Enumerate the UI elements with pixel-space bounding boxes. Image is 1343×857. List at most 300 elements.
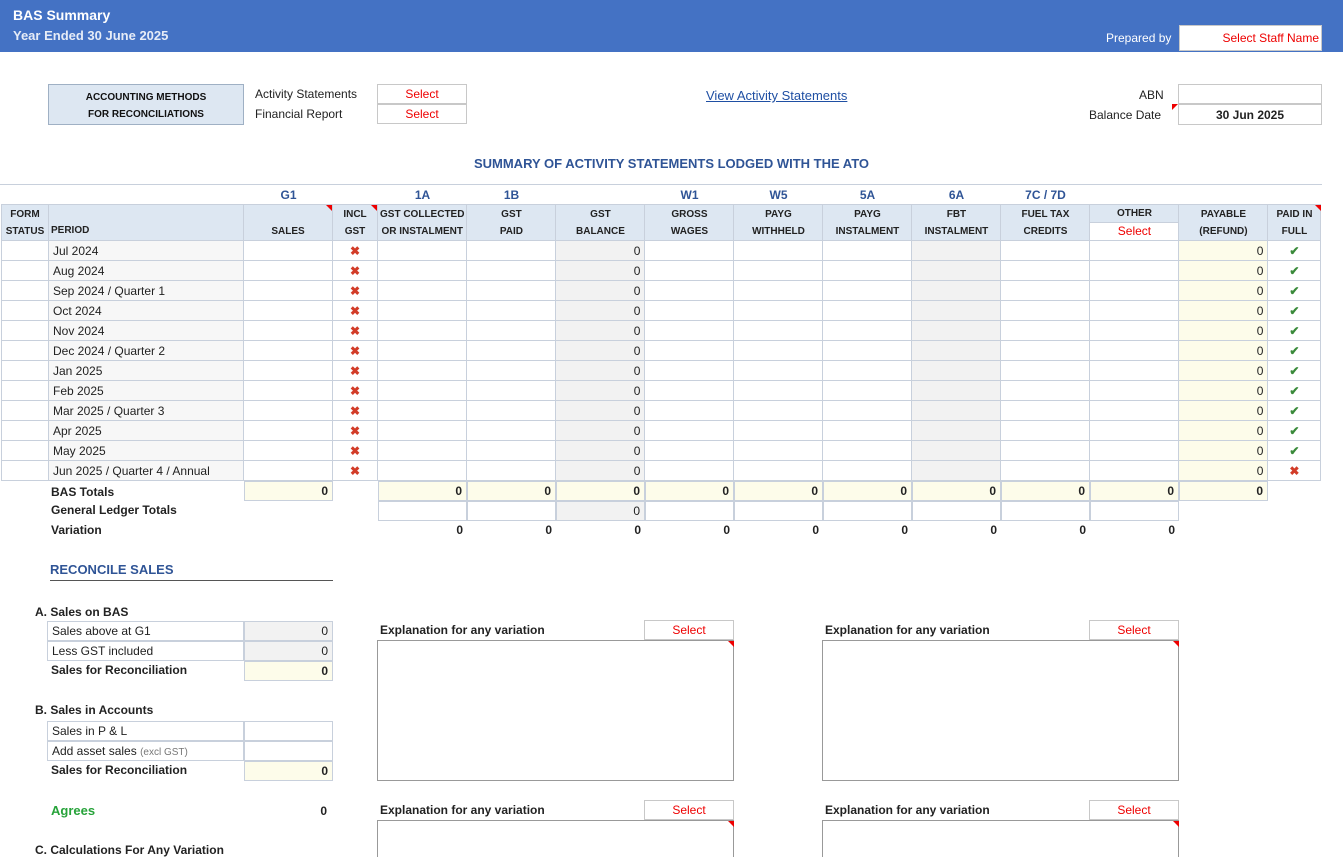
period-cell: Jan 2025 (49, 361, 244, 381)
paid-in-full-cell[interactable] (1268, 341, 1321, 361)
gross-wages-cell[interactable] (645, 421, 734, 441)
other-cell[interactable] (1090, 301, 1179, 321)
incl-gst-cell[interactable] (333, 321, 378, 341)
gl-gst-collected[interactable] (378, 501, 467, 521)
table-row (2, 361, 1321, 381)
col-other: OTHER Select (1090, 205, 1179, 241)
gst-collected-cell[interactable] (378, 381, 467, 401)
gst-balance-cell: 0 (556, 441, 645, 461)
gross-wages-cell[interactable] (645, 401, 734, 421)
payable-cell: 0 (1179, 421, 1268, 441)
sales-cell[interactable] (244, 361, 333, 381)
payg-withheld-cell[interactable] (734, 461, 823, 481)
gross-wages-cell[interactable] (645, 281, 734, 301)
gst-balance-cell: 0 (556, 301, 645, 321)
variation-label: Variation (51, 523, 102, 537)
check-icon: ✔ (1289, 423, 1300, 438)
sales-cell[interactable] (244, 261, 333, 281)
activity-statements-label: Activity Statements (255, 87, 358, 101)
code-1a: 1A (414, 188, 431, 202)
check-icon: ✔ (1289, 283, 1300, 298)
other-cell[interactable] (1090, 321, 1179, 341)
table-row (2, 381, 1321, 401)
payg-instalment-cell[interactable] (823, 461, 912, 481)
payg-instalment-cell[interactable] (823, 441, 912, 461)
fuel-tax-cell[interactable] (1001, 281, 1090, 301)
total-payg-withheld: 0 (734, 481, 823, 501)
explanation-select[interactable]: Select (644, 620, 734, 640)
comment-marker-icon (371, 205, 377, 211)
incl-gst-cell[interactable] (333, 401, 378, 421)
fbt-cell[interactable] (912, 301, 1001, 321)
gst-balance-cell: 0 (556, 241, 645, 261)
col-paid-in-full: PAID IN FULL (1268, 205, 1321, 241)
period-cell: May 2025 (49, 441, 244, 461)
fuel-tax-cell[interactable] (1001, 261, 1090, 281)
sales-cell[interactable] (244, 461, 333, 481)
explanation-textarea[interactable] (377, 640, 734, 781)
explanation-label: Explanation for any variation (825, 623, 990, 637)
total-payg-instalment: 0 (823, 481, 912, 501)
incl-gst-cell[interactable] (333, 461, 378, 481)
other-cell[interactable] (1090, 401, 1179, 421)
fbt-cell[interactable] (912, 461, 1001, 481)
gst-paid-cell[interactable] (467, 321, 556, 341)
gst-balance-cell: 0 (556, 461, 645, 481)
payg-withheld-cell[interactable] (734, 401, 823, 421)
check-icon: ✔ (1289, 323, 1300, 338)
check-icon: ✔ (1289, 443, 1300, 458)
check-icon: ✔ (1289, 363, 1300, 378)
var-gst-collected: 0 (456, 523, 463, 537)
cross-icon: ✖ (349, 463, 361, 478)
payg-withheld-cell[interactable] (734, 241, 823, 261)
col-gst-paid: GST PAID (467, 205, 556, 241)
gl-gst-balance: 0 (556, 501, 645, 521)
payg-instalment-cell[interactable] (823, 421, 912, 441)
payg-withheld-cell[interactable] (734, 381, 823, 401)
explanation-select[interactable]: Select (1089, 800, 1179, 820)
balance-date-field[interactable]: 30 Jun 2025 (1178, 104, 1322, 125)
period-cell: Aug 2024 (49, 261, 244, 281)
fuel-tax-cell[interactable] (1001, 361, 1090, 381)
payable-cell: 0 (1179, 441, 1268, 461)
sales-cell[interactable] (244, 281, 333, 301)
table-row (2, 281, 1321, 301)
fuel-tax-cell[interactable] (1001, 321, 1090, 341)
payable-cell: 0 (1179, 261, 1268, 281)
fuel-tax-cell[interactable] (1001, 401, 1090, 421)
other-cell[interactable] (1090, 381, 1179, 401)
gst-collected-cell[interactable] (378, 421, 467, 441)
incl-gst-cell[interactable] (333, 361, 378, 381)
payable-cell: 0 (1179, 341, 1268, 361)
form-status-cell[interactable] (2, 381, 49, 401)
gross-wages-cell[interactable] (645, 261, 734, 281)
methods-line1: ACCOUNTING METHODS (85, 92, 207, 103)
sales-g1-value: 0 (244, 621, 333, 641)
gst-balance-cell: 0 (556, 321, 645, 341)
gross-wages-cell[interactable] (645, 441, 734, 461)
payable-cell: 0 (1179, 281, 1268, 301)
sales-cell[interactable] (244, 401, 333, 421)
cross-icon: ✖ (349, 403, 361, 418)
bas-totals-label: BAS Totals (51, 485, 115, 499)
gross-wages-cell[interactable] (645, 241, 734, 261)
gst-collected-cell[interactable] (378, 301, 467, 321)
sales-cell[interactable] (244, 381, 333, 401)
fbt-cell[interactable] (912, 261, 1001, 281)
explanation-select[interactable]: Select (644, 800, 734, 820)
form-status-cell[interactable] (2, 241, 49, 261)
paid-in-full-cell[interactable] (1268, 241, 1321, 261)
activity-statements-table (1, 204, 1321, 481)
gl-fuel-tax[interactable] (1001, 501, 1090, 521)
code-7c7d: 7C / 7D (1025, 188, 1066, 202)
incl-gst-cell[interactable] (333, 301, 378, 321)
cross-icon: ✖ (349, 323, 361, 338)
methods-line2: FOR RECONCILIATIONS (88, 109, 204, 120)
gl-payg-withheld[interactable] (734, 501, 823, 521)
gst-collected-cell[interactable] (378, 441, 467, 461)
table-row (2, 321, 1321, 341)
payable-cell: 0 (1179, 241, 1268, 261)
table-row (2, 261, 1321, 281)
gst-balance-cell: 0 (556, 361, 645, 381)
form-status-cell[interactable] (2, 301, 49, 321)
incl-gst-cell[interactable] (333, 241, 378, 261)
table-row (2, 341, 1321, 361)
total-gst-balance: 0 (556, 481, 645, 501)
period-cell: Dec 2024 / Quarter 2 (49, 341, 244, 361)
payg-withheld-cell[interactable] (734, 441, 823, 461)
payg-withheld-cell[interactable] (734, 261, 823, 281)
other-cell[interactable] (1090, 361, 1179, 381)
gst-collected-cell[interactable] (378, 321, 467, 341)
comment-marker-icon (728, 821, 734, 827)
fuel-tax-cell[interactable] (1001, 441, 1090, 461)
explanation-select[interactable]: Select (1089, 620, 1179, 640)
form-status-cell[interactable] (2, 361, 49, 381)
cross-icon: ✖ (349, 263, 361, 278)
table-row (2, 401, 1321, 421)
sales-recon-b-label: Sales for Reconciliation (51, 763, 188, 777)
gst-paid-cell[interactable] (467, 301, 556, 321)
payg-instalment-cell[interactable] (823, 301, 912, 321)
paid-in-full-cell[interactable] (1268, 421, 1321, 441)
period-cell: Jun 2025 / Quarter 4 / Annual (49, 461, 244, 481)
comment-marker-icon (728, 641, 734, 647)
fbt-cell[interactable] (912, 421, 1001, 441)
code-g1: G1 (280, 188, 297, 202)
sales-cell[interactable] (244, 241, 333, 261)
section-c-title: C. Calculations For Any Variation (35, 843, 224, 857)
col-period: PERIOD (49, 205, 244, 241)
period-cell: Oct 2024 (49, 301, 244, 321)
paid-in-full-cell[interactable] (1268, 401, 1321, 421)
gl-gst-paid[interactable] (467, 501, 556, 521)
cross-icon: ✖ (349, 383, 361, 398)
gl-payg-instalment[interactable] (823, 501, 912, 521)
gst-balance-cell: 0 (556, 281, 645, 301)
fuel-tax-cell[interactable] (1001, 341, 1090, 361)
view-activity-statements-link[interactable]: View Activity Statements (706, 88, 848, 103)
fbt-cell[interactable] (912, 401, 1001, 421)
payg-withheld-cell[interactable] (734, 421, 823, 441)
gst-paid-cell[interactable] (467, 281, 556, 301)
sales-pl-label: Sales in P & L (47, 721, 244, 741)
fbt-cell[interactable] (912, 321, 1001, 341)
check-icon: ✔ (1289, 243, 1300, 258)
period-cell: Apr 2025 (49, 421, 244, 441)
sales-cell[interactable] (244, 421, 333, 441)
explanation-label: Explanation for any variation (380, 803, 545, 817)
sales-recon-a-value: 0 (244, 661, 333, 681)
payg-withheld-cell[interactable] (734, 281, 823, 301)
payg-withheld-cell[interactable] (734, 341, 823, 361)
payg-instalment-cell[interactable] (823, 401, 912, 421)
payg-withheld-cell[interactable] (734, 361, 823, 381)
paid-in-full-cell[interactable] (1268, 301, 1321, 321)
payg-instalment-cell[interactable] (823, 381, 912, 401)
other-cell[interactable] (1090, 461, 1179, 481)
other-cell[interactable] (1090, 421, 1179, 441)
comment-marker-icon (1315, 205, 1321, 211)
paid-in-full-cell[interactable] (1268, 261, 1321, 281)
other-cell[interactable] (1090, 241, 1179, 261)
gst-collected-cell[interactable] (378, 361, 467, 381)
check-icon: ✔ (1289, 263, 1300, 278)
section-a-title: A. Sales on BAS (35, 605, 129, 619)
other-cell[interactable] (1090, 441, 1179, 461)
other-cell[interactable] (1090, 261, 1179, 281)
paid-in-full-cell[interactable] (1268, 361, 1321, 381)
check-icon: ✔ (1289, 403, 1300, 418)
payg-withheld-cell[interactable] (734, 321, 823, 341)
reconcile-sales-title: RECONCILE SALES (50, 562, 333, 581)
form-status-cell[interactable] (2, 441, 49, 461)
gst-collected-cell[interactable] (378, 341, 467, 361)
cross-icon: ✖ (349, 343, 361, 358)
asset-sales-input[interactable] (244, 741, 333, 761)
sales-cell[interactable] (244, 321, 333, 341)
gross-wages-cell[interactable] (645, 341, 734, 361)
form-status-cell[interactable] (2, 341, 49, 361)
gross-wages-cell[interactable] (645, 301, 734, 321)
col-sales: SALES (244, 205, 333, 241)
summary-title: SUMMARY OF ACTIVITY STATEMENTS LODGED WITH THE ATO (473, 156, 870, 171)
fbt-cell[interactable] (912, 281, 1001, 301)
incl-gst-cell[interactable] (333, 341, 378, 361)
payable-cell: 0 (1179, 401, 1268, 421)
gross-wages-cell[interactable] (645, 381, 734, 401)
paid-in-full-cell[interactable] (1268, 381, 1321, 401)
gst-paid-cell[interactable] (467, 361, 556, 381)
form-status-cell[interactable] (2, 401, 49, 421)
payg-instalment-cell[interactable] (823, 341, 912, 361)
cross-icon: ✖ (349, 283, 361, 298)
sales-cell[interactable] (244, 341, 333, 361)
sales-g1-label: Sales above at G1 (47, 621, 244, 641)
incl-gst-cell[interactable] (333, 441, 378, 461)
incl-gst-cell[interactable] (333, 281, 378, 301)
gst-balance-cell: 0 (556, 421, 645, 441)
section-b-title: B. Sales in Accounts (35, 703, 154, 717)
payg-instalment-cell[interactable] (823, 241, 912, 261)
code-6a: 6A (948, 188, 965, 202)
var-payg-instalment: 0 (901, 523, 908, 537)
check-icon: ✔ (1289, 343, 1300, 358)
code-w5: W5 (769, 188, 788, 202)
sales-pl-input[interactable] (244, 721, 333, 741)
fbt-cell[interactable] (912, 361, 1001, 381)
gst-balance-cell: 0 (556, 381, 645, 401)
gst-paid-cell[interactable] (467, 421, 556, 441)
cross-icon: ✖ (1289, 463, 1300, 478)
var-fuel-tax: 0 (1079, 523, 1086, 537)
period-cell: Nov 2024 (49, 321, 244, 341)
table-body (2, 241, 1321, 481)
col-payg-instalment: PAYG INSTALMENT (823, 205, 912, 241)
payg-instalment-cell[interactable] (823, 361, 912, 381)
gross-wages-cell[interactable] (645, 321, 734, 341)
payable-cell: 0 (1179, 301, 1268, 321)
sales-cell[interactable] (244, 441, 333, 461)
table-row (2, 441, 1321, 461)
col-gross-wages: GROSS WAGES (645, 205, 734, 241)
total-fuel-tax: 0 (1001, 481, 1090, 501)
fbt-cell[interactable] (912, 341, 1001, 361)
gross-wages-cell[interactable] (645, 361, 734, 381)
paid-in-full-cell[interactable] (1268, 321, 1321, 341)
gross-wages-cell[interactable] (645, 461, 734, 481)
total-fbt: 0 (912, 481, 1001, 501)
explanation-textarea[interactable] (822, 820, 1179, 857)
gst-paid-cell[interactable] (467, 341, 556, 361)
other-cell[interactable] (1090, 281, 1179, 301)
code-w1: W1 (680, 188, 699, 202)
activity-statements-select[interactable]: Select (377, 84, 467, 104)
gst-paid-cell[interactable] (467, 461, 556, 481)
fuel-tax-cell[interactable] (1001, 241, 1090, 261)
col-form-status: FORM STATUS (2, 205, 49, 241)
var-fbt: 0 (990, 523, 997, 537)
cross-icon: ✖ (349, 303, 361, 318)
less-gst-label: Less GST included (47, 641, 244, 661)
gst-balance-cell: 0 (556, 401, 645, 421)
sales-cell[interactable] (244, 301, 333, 321)
agrees-value: 0 (320, 804, 327, 818)
paid-in-full-cell[interactable] (1268, 461, 1321, 481)
gst-collected-cell[interactable] (378, 461, 467, 481)
fuel-tax-cell[interactable] (1001, 381, 1090, 401)
fuel-tax-cell[interactable] (1001, 421, 1090, 441)
abn-input[interactable] (1178, 84, 1322, 104)
sales-recon-b-value: 0 (244, 761, 333, 781)
gl-other[interactable] (1090, 501, 1179, 521)
var-payg-withheld: 0 (812, 523, 819, 537)
paid-in-full-cell[interactable] (1268, 441, 1321, 461)
gst-paid-cell[interactable] (467, 241, 556, 261)
check-icon: ✔ (1289, 303, 1300, 318)
incl-gst-cell[interactable] (333, 261, 378, 281)
var-gst-balance: 0 (634, 523, 641, 537)
gl-gross-wages[interactable] (645, 501, 734, 521)
page-title: BAS Summary (13, 7, 111, 23)
gst-paid-cell[interactable] (467, 441, 556, 461)
gst-collected-cell[interactable] (378, 241, 467, 261)
incl-gst-cell[interactable] (333, 381, 378, 401)
sales-recon-a-label: Sales for Reconciliation (51, 663, 188, 677)
form-status-cell[interactable] (2, 461, 49, 481)
explanation-label: Explanation for any variation (380, 623, 545, 637)
less-gst-value: 0 (244, 641, 333, 661)
fbt-cell[interactable] (912, 241, 1001, 261)
check-icon: ✔ (1289, 383, 1300, 398)
fuel-tax-cell[interactable] (1001, 301, 1090, 321)
payg-instalment-cell[interactable] (823, 321, 912, 341)
comment-marker-icon (1172, 104, 1178, 110)
other-select[interactable]: Select (1090, 222, 1178, 240)
comment-marker-icon (1173, 821, 1179, 827)
gst-paid-cell[interactable] (467, 261, 556, 281)
var-gross-wages: 0 (723, 523, 730, 537)
period-cell: Sep 2024 / Quarter 1 (49, 281, 244, 301)
fuel-tax-cell[interactable] (1001, 461, 1090, 481)
gst-collected-cell[interactable] (378, 281, 467, 301)
col-payable: PAYABLE (REFUND) (1179, 205, 1268, 241)
col-fuel-tax-credits: FUEL TAX CREDITS (1001, 205, 1090, 241)
gst-collected-cell[interactable] (378, 401, 467, 421)
title-bar (0, 0, 1343, 52)
gst-collected-cell[interactable] (378, 261, 467, 281)
col-gst-collected: GST COLLECTED OR INSTALMENT (378, 205, 467, 241)
form-status-cell[interactable] (2, 321, 49, 341)
payg-withheld-cell[interactable] (734, 301, 823, 321)
col-fbt-instalment: FBT INSTALMENT (912, 205, 1001, 241)
divider (0, 184, 1322, 185)
financial-report-select[interactable]: Select (377, 104, 467, 124)
form-status-cell[interactable] (2, 261, 49, 281)
period-cell: Jul 2024 (49, 241, 244, 261)
financial-report-label: Financial Report (255, 107, 343, 121)
payable-cell: 0 (1179, 321, 1268, 341)
code-1b: 1B (503, 188, 520, 202)
gst-balance-cell: 0 (556, 341, 645, 361)
payg-instalment-cell[interactable] (823, 261, 912, 281)
paid-in-full-cell[interactable] (1268, 281, 1321, 301)
payg-instalment-cell[interactable] (823, 281, 912, 301)
payable-cell: 0 (1179, 381, 1268, 401)
incl-gst-cell[interactable] (333, 421, 378, 441)
table-header (2, 205, 1321, 241)
fbt-cell[interactable] (912, 441, 1001, 461)
explanation-textarea[interactable] (377, 820, 734, 857)
fbt-cell[interactable] (912, 381, 1001, 401)
form-status-cell[interactable] (2, 281, 49, 301)
col-incl-gst: INCL GST (333, 205, 378, 241)
gst-paid-cell[interactable] (467, 401, 556, 421)
form-status-cell[interactable] (2, 421, 49, 441)
total-gross-wages: 0 (645, 481, 734, 501)
gst-paid-cell[interactable] (467, 381, 556, 401)
gl-fbt[interactable] (912, 501, 1001, 521)
code-5a: 5A (859, 188, 876, 202)
table-row (2, 461, 1321, 481)
other-cell[interactable] (1090, 341, 1179, 361)
staff-name-select[interactable]: Select Staff Name (1179, 25, 1322, 51)
explanation-textarea[interactable] (822, 640, 1179, 781)
